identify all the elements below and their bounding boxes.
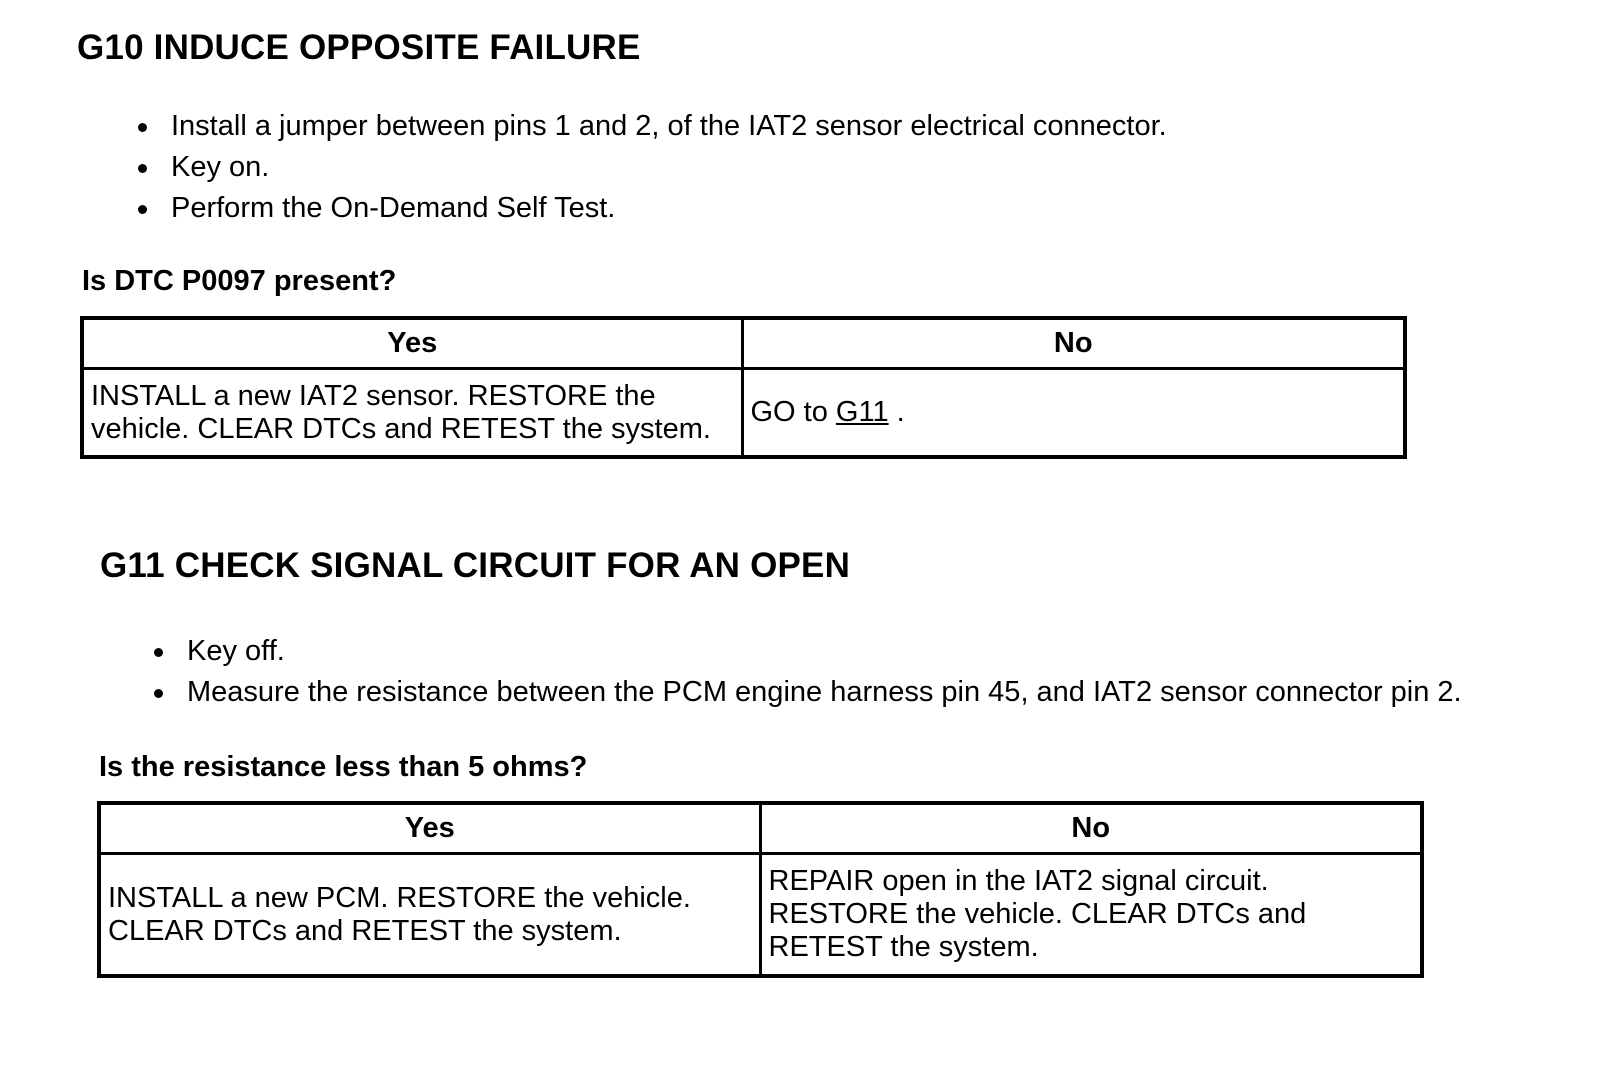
no-column-header: No	[760, 803, 1422, 854]
yes-column-header: Yes	[99, 803, 760, 854]
instruction-item: Key on.	[138, 147, 1167, 188]
instruction-item: Measure the resistance between the PCM engine harness pin 45, and IAT2 sensor connector pin 2.	[154, 672, 1462, 713]
table-header-row	[82, 318, 1405, 369]
goto-g11-link[interactable]: G11	[835, 396, 889, 428]
table-header-row	[99, 803, 1422, 854]
yes-action-cell: INSTALL a new PCM. RESTORE the vehicle. CLEAR DTCs and RETEST the system.	[99, 854, 760, 977]
instruction-item: Perform the On-Demand Self Test.	[138, 188, 1167, 229]
table-row	[99, 854, 1422, 977]
table-row	[82, 369, 1405, 458]
instruction-item: Key off.	[154, 631, 1462, 672]
step-g10-question: Is DTC P0097 present?	[82, 265, 397, 297]
yes-action-cell: INSTALL a new IAT2 sensor. RESTORE the vehicle. CLEAR DTCs and RETEST the system.	[82, 369, 742, 458]
goto-prefix: GO to	[750, 396, 828, 428]
step-g11-instructions	[154, 631, 1462, 713]
goto-suffix: .	[896, 396, 905, 428]
step-g11-title: G11 CHECK SIGNAL CIRCUIT FOR AN OPEN	[100, 546, 851, 585]
yes-column-header: Yes	[82, 318, 742, 369]
no-action-cell: REPAIR open in the IAT2 signal circuit. RESTORE the vehicle. CLEAR DTCs and RETEST the system.	[760, 854, 1422, 977]
step-g10-instructions	[138, 106, 1167, 229]
no-column-header: No	[742, 318, 1405, 369]
no-action-cell	[742, 369, 1405, 458]
instruction-item: Install a jumper between pins 1 and 2, of the IAT2 sensor electrical connector.	[138, 106, 1167, 147]
step-g10-result-table	[80, 316, 1407, 459]
step-g11-question: Is the resistance less than 5 ohms?	[99, 751, 588, 783]
step-g10-title: G10 INDUCE OPPOSITE FAILURE	[77, 28, 641, 67]
step-g11-result-table	[97, 801, 1424, 978]
